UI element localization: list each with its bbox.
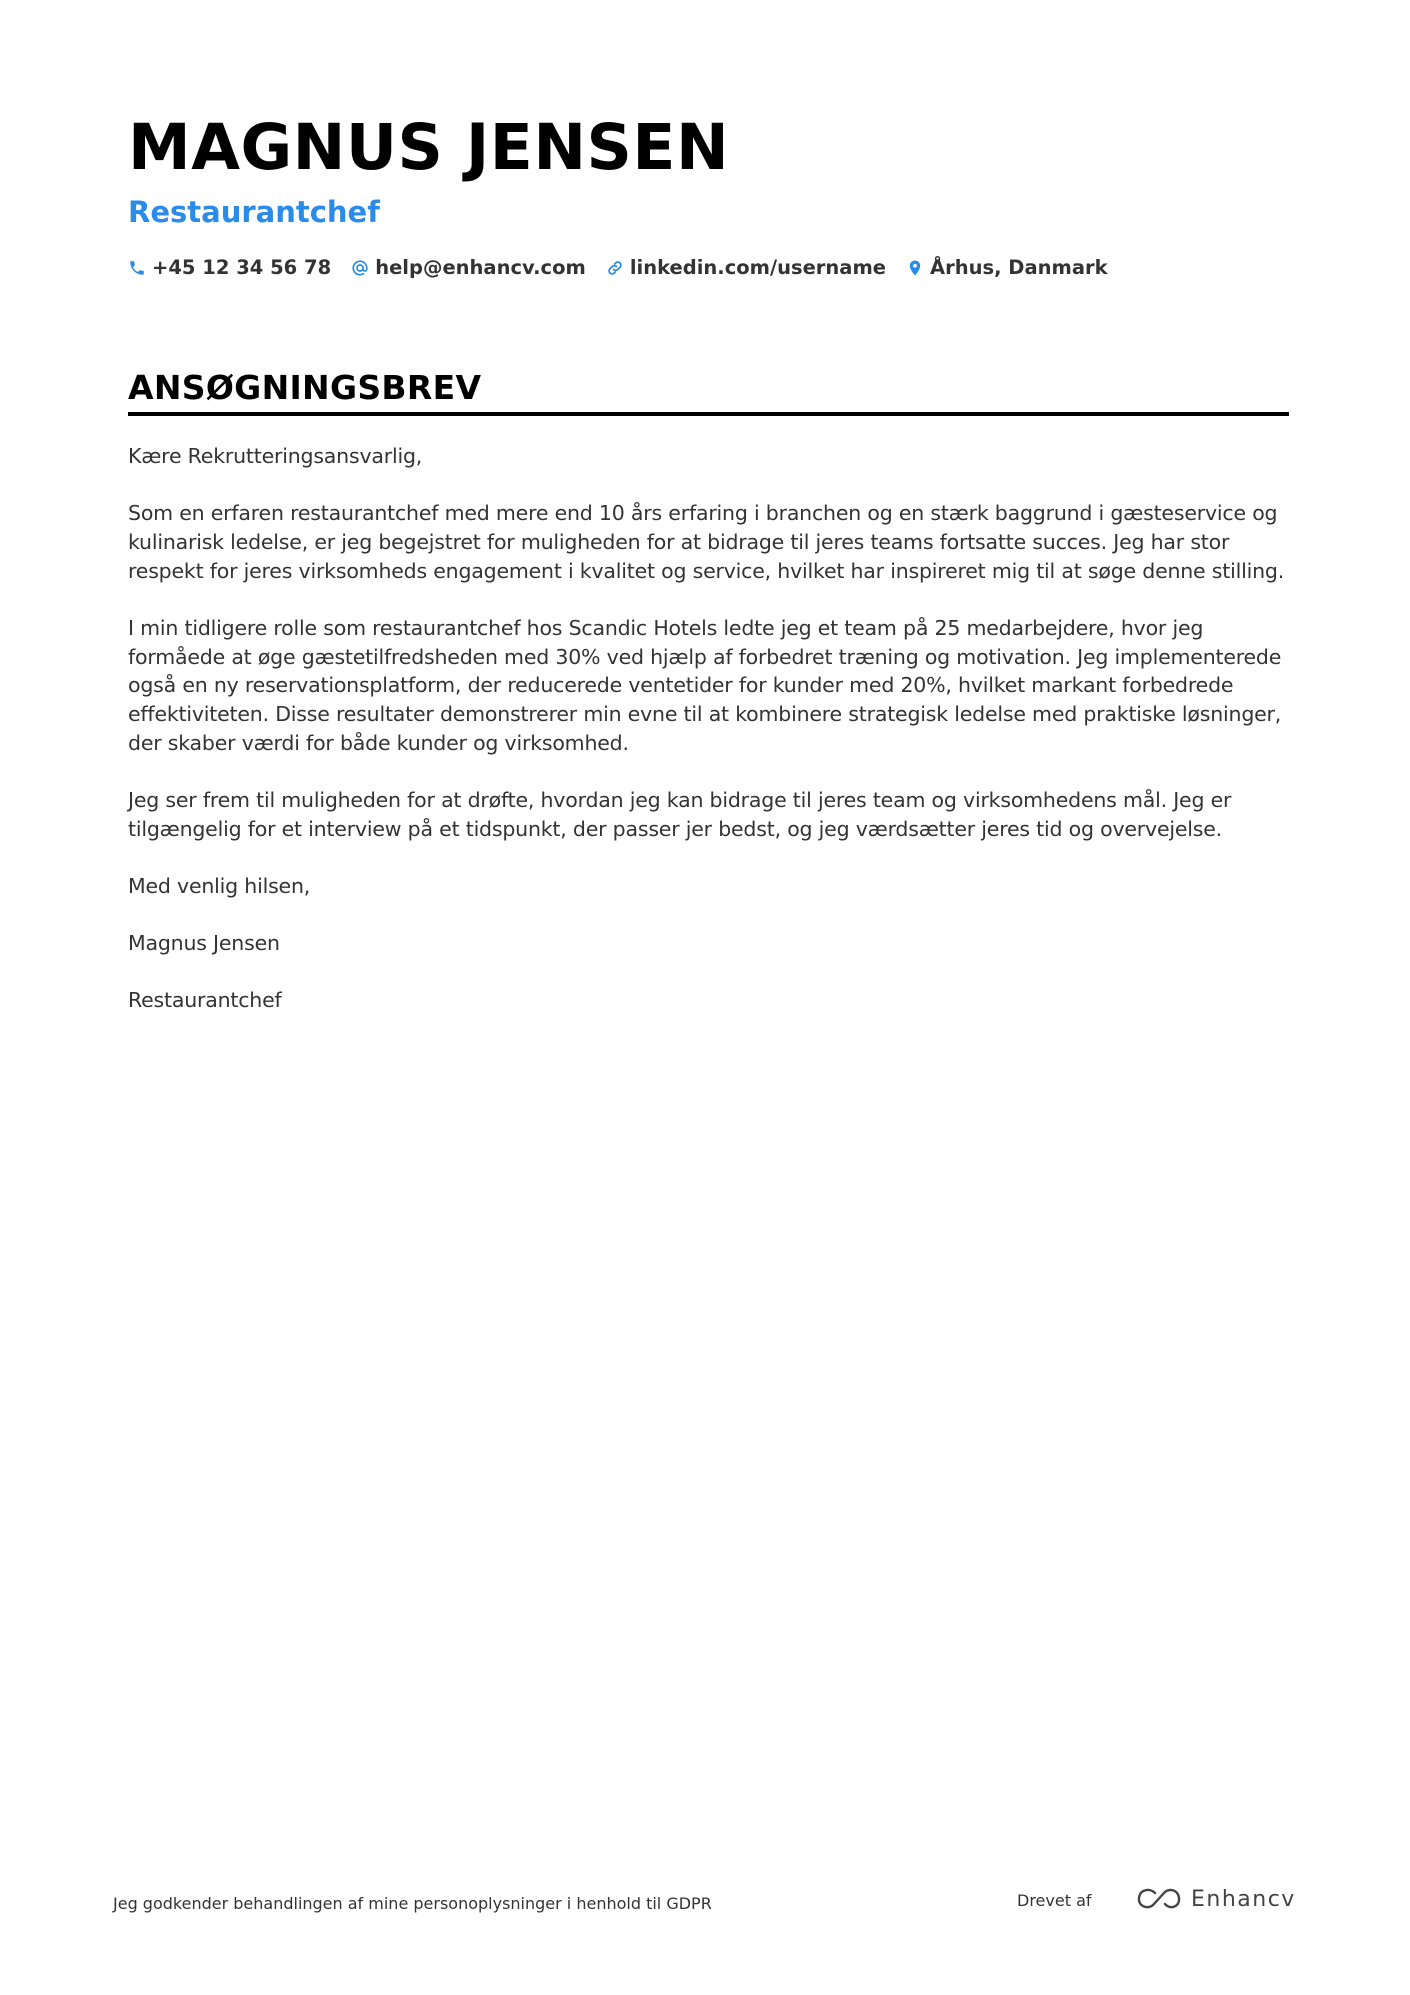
contact-phone — [128, 256, 331, 279]
section-divider — [128, 412, 1289, 416]
signature-title: Restaurantchef — [128, 988, 282, 1013]
applicant-name: MAGNUS JENSEN — [128, 111, 730, 184]
phone-icon — [128, 259, 146, 277]
letter-paragraph-2: I min tidligere rolle som restaurantchef hos Scandic Hotels ledte jeg et team på 25 medarbejdere, hvor jeg formåede at øge gæstetilfredsheden med 30% ved hjælp af forbedret træning og motivation. Jeg implementerede også en ny reservationsplatform, der reducerede ventetider for kunder med 20%, hvilket markant forbedrede effektiviteten. Disse resultater demonstrerer min evne til at kombinere strategisk ledelse med praktiske løsninger, der skaber værdi for både kunder og virksomhed. — [128, 615, 1282, 755]
letter-greeting: Kære Rekrutteringsansvarlig, — [128, 444, 423, 468]
footer — [113, 1880, 1296, 1926]
letter-paragraph-1: Som en erfaren restaurantchef med mere end 10 års erfaring i branchen og en stærk baggrund i gæsteservice og kulinarisk ledelse, er jeg begejstret for muligheden for at bidrage til jeres teams fortsatte succes. Jeg har stor respekt for jeres virksomheds engagement i kvalitet og service, hvilket har inspireret mig til at søge denne stilling. — [128, 501, 1285, 583]
cover-letter-section — [128, 368, 1289, 1043]
email-address: help@enhancv.com — [375, 256, 586, 279]
enhancv-brand[interactable] — [1135, 1884, 1296, 1914]
enhancv-logo-icon — [1135, 1884, 1183, 1914]
contact-bar — [128, 256, 1288, 279]
letter-paragraph-3: Jeg ser frem til muligheden for at drøfte, hvordan jeg kan bidrage til jeres team og virksomhedens mål. Jeg er tilgængelig for et interview på et tidspunkt, der passer jer bedst, og jeg værdsætter jeres tid og overvejelse. — [128, 787, 1232, 841]
phone-number: +45 12 34 56 78 — [152, 256, 332, 279]
contact-email — [351, 256, 586, 279]
location-pin-icon — [906, 259, 924, 277]
link-icon — [606, 259, 624, 277]
signature-name: Magnus Jensen — [128, 930, 280, 955]
section-title: ANSØGNINGSBREV — [128, 368, 482, 407]
contact-linkedin — [606, 256, 886, 279]
enhancv-wordmark: Enhancv — [1191, 1886, 1296, 1912]
letter-closing: Med venlig hilsen, — [128, 873, 311, 898]
letter-body — [128, 442, 1289, 1015]
at-icon — [351, 259, 369, 277]
job-title: Restaurantchef — [128, 195, 380, 229]
location-text: Århus, Danmark — [930, 256, 1108, 279]
powered-by-label: Drevet af — [1017, 1891, 1092, 1910]
contact-location — [906, 256, 1108, 279]
gdpr-consent-text: Jeg godkender behandlingen af mine personoplysninger i henhold til GDPR — [113, 1894, 712, 1913]
header — [128, 108, 1288, 279]
linkedin-url: linkedin.com/username — [629, 256, 887, 279]
